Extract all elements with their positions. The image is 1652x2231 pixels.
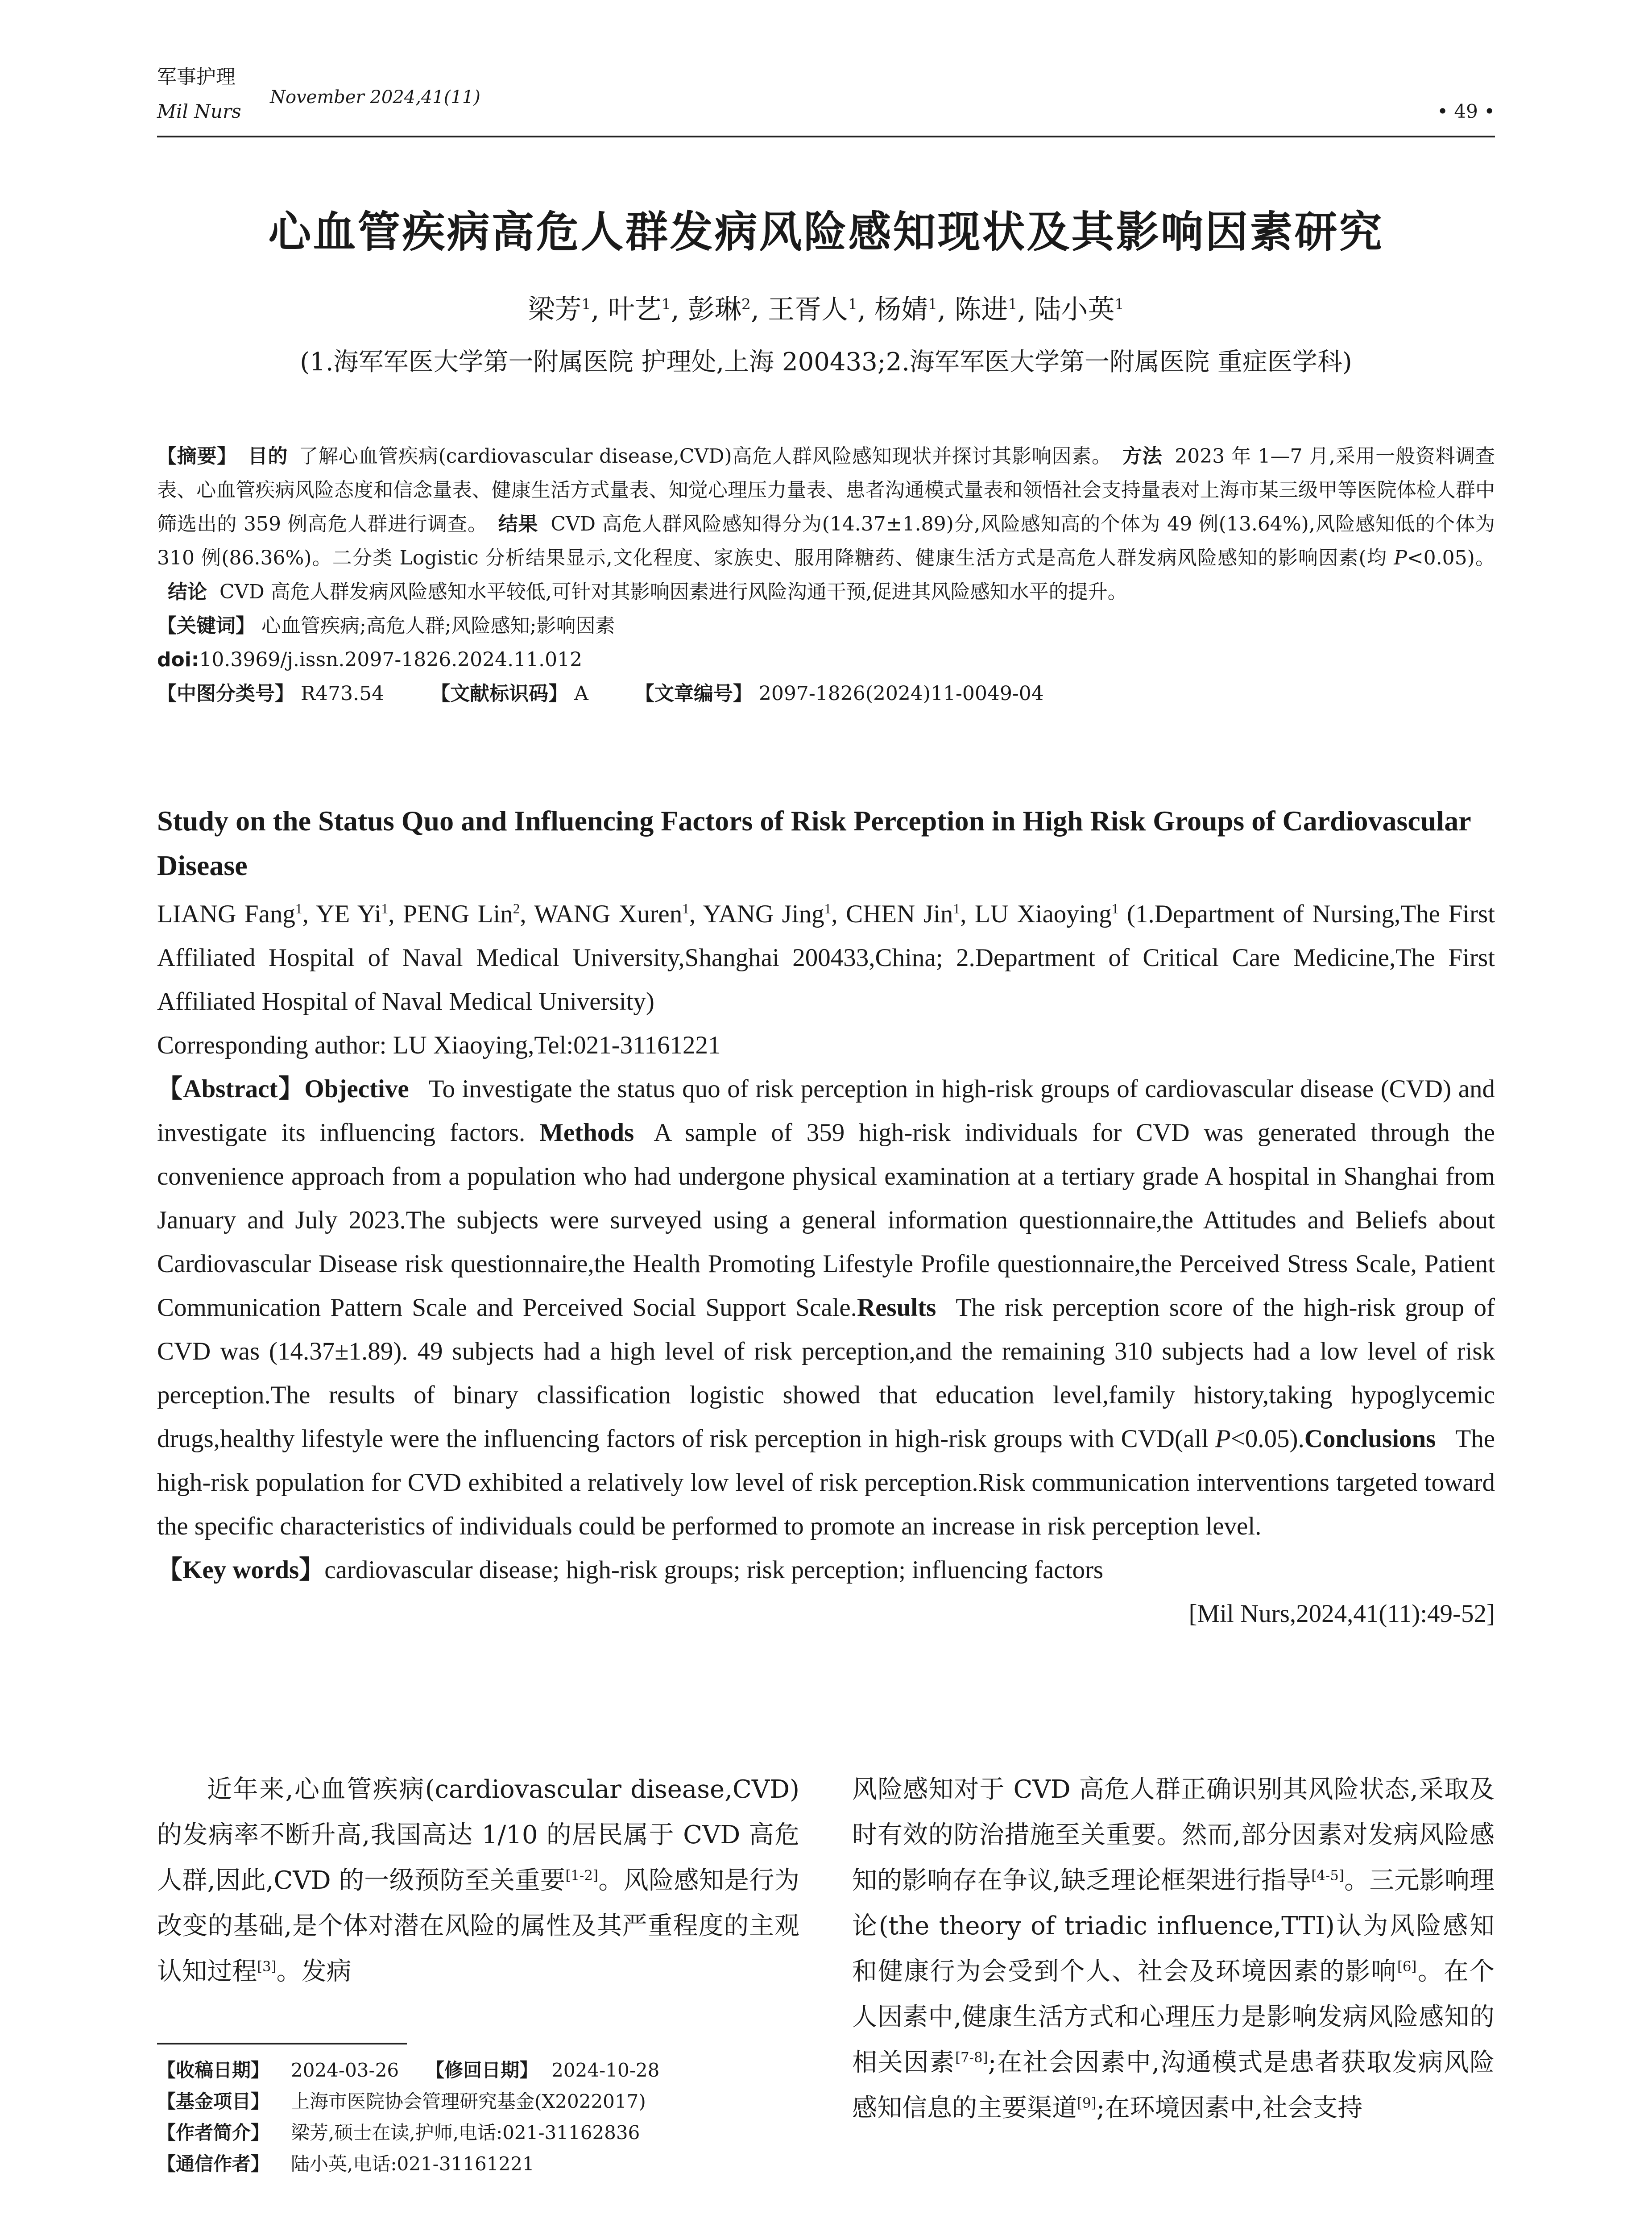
abstract-en-label: 【Abstract】 (157, 1075, 305, 1103)
keywords-label: 【关键词】 (157, 614, 255, 637)
keywords-en-label: 【Key words】 (157, 1556, 325, 1584)
objective-text: 了解心血管疾病(cardiovascular disease,CVD)高危人群风险感知现状并探讨其影响因素。 (298, 445, 1112, 468)
methods-label: 方法 (1122, 445, 1163, 468)
body-column-right (852, 1767, 1495, 2131)
header-rule (157, 136, 1495, 137)
article-title-cn: 心血管疾病高危人群发病风险感知现状及其影响因素研究 (268, 207, 1384, 257)
body-column-left (157, 1767, 799, 1995)
body-text: 。风险感知是行为改变的基础,是个体对潜在风险的属性及其严重程度的主观认知过程 (157, 1866, 800, 1986)
author-cn: 陆小英 (1034, 294, 1115, 325)
body-text: ;在环境因素中,社会支持 (1096, 2094, 1363, 2123)
body-text: ;在社会因素中,沟通模式是患者获取发病风险感知信息的主要渠道 (852, 2048, 1495, 2123)
revised-label: 【修回日期】 (426, 2059, 538, 2081)
author-bio-label: 【作者简介】 (157, 2122, 270, 2144)
objective-en-text: To investigate the status quo of risk perception in high-risk groups of cardiovascular disease (CVD) and investigate its influencing factors. (157, 1075, 1495, 1147)
author-cn: 杨婧 (874, 294, 928, 325)
citation-ref: [6] (1397, 1958, 1417, 1975)
article-title-en: Study on the Status Quo and Influencing Factors of Risk Perception in High Risk Groups of Cardiovascular Disease (157, 805, 1471, 881)
english-abstract (157, 799, 1495, 1636)
corr-author-line (157, 2148, 799, 2180)
abstract-cn-body (157, 440, 1495, 609)
body-text: 近年来,心血管疾病(cardiovascular disease,CVD)的发病率不断升高,我国高达 1/10 的居民属于 CVD 高危人群,因此,CVD 的一级预防至关重要 (157, 1775, 799, 1895)
doc-code-value: A (574, 682, 588, 705)
dates-line (157, 2055, 799, 2086)
citation-ref: [7-8] (955, 2049, 988, 2066)
conclusion-text: CVD 高危人群发病风险感知水平较低,可针对其影响因素进行风险沟通干预,促进其风险感知水平的提升。 (219, 581, 1127, 603)
methods-text: 2023 年 1—7 月,采用一般资料调查表、心血管疾病风险态度和信念量表、健康生活方式量表、知觉心理压力量表、患者沟通模式量表和领悟社会支持量表对上海市某三级甲等医院体检人群中筛选出的 359 例高危人群进行调查。 (157, 445, 1495, 535)
results-text: CVD 高危人群风险感知得分为(14.37±1.89)分,风险感知高的个体为 49 例(13.64%),风险感知低的个体为 310 例(86.36%)。二分类 Logistic 分析结果显示,文化程度、家族史、服用降糖药、健康生活方式是高危人群发病风险感知的影响因素(均 (157, 513, 1495, 569)
author-en: CHEN Jin (846, 900, 953, 928)
classification-line (157, 677, 1495, 711)
author-cn: 陈进 (954, 294, 1008, 325)
p-symbol-en: P (1215, 1425, 1231, 1453)
author-cn: 叶艺 (608, 294, 662, 325)
conclusion-label: 结论 (168, 581, 207, 603)
received-label: 【收稿日期】 (157, 2059, 270, 2081)
abstract-label: 【摘要】 (157, 445, 237, 468)
author-list-cn: 梁芳$^1$, 叶艺$^1$, 彭琳$^2$, 王胥人$^1$, 杨婧$^1$, 陈进$^1$, 陆小英$^1$ (528, 294, 1124, 325)
clc-label: 【中图分类号】 (157, 682, 294, 705)
article-no-label: 【文章编号】 (634, 682, 753, 705)
doi-line (157, 643, 1495, 677)
citation-ref: [1-2] (565, 1867, 598, 1884)
journal-name-en: Mil Nurs (157, 100, 241, 122)
author-cn: 梁芳 (528, 294, 582, 325)
body-paragraph (157, 1767, 799, 1995)
doi-label: doi: (157, 648, 199, 671)
journal-name-cn: 军事护理 (157, 66, 236, 88)
author-en: LU Xiaoying (974, 900, 1112, 928)
author-cn: 彭琳 (687, 294, 741, 325)
body-paragraph (852, 1767, 1495, 2131)
conclusions-en-text: The high-risk population for CVD exhibited a relatively low level of risk perception.Risk communication interventions targeted toward the specific characteristics of individuals could be performed to promote an increase in risk perception level. (157, 1425, 1495, 1540)
citation-line: [Mil Nurs,2024,41(11):49-52] (1188, 1600, 1495, 1628)
fund-text: 上海市医院协会管理研究基金(X2022017) (291, 2090, 646, 2112)
author-cn: 王胥人 (768, 294, 848, 325)
objective-en-label: Objective (304, 1075, 409, 1103)
p-symbol: P (1394, 547, 1407, 569)
author-en: PENG Lin (403, 900, 513, 928)
body-text: 。三元影响理论(the theory of triadic influence,TTI)认为风险感知和健康行为会受到个人、社会及环境因素的影响 (852, 1866, 1495, 1986)
page-number: • 49 • (1437, 100, 1495, 122)
author-en: YANG Jing (703, 900, 824, 928)
affiliation-en: (1.Department of Nursing,The First Affiliated Hospital of Naval Medical University,Shanghai 200433,China; 2.Department of Critical Care Medicine,The First Affiliated Hospital of Naval Medical University) (157, 900, 1495, 1016)
clc-value: R473.54 (301, 682, 385, 705)
author-bio-text: 梁芳,硕士在读,护师,电话:021-31162836 (291, 2122, 640, 2144)
keywords-text: 心血管疾病;高危人群;风险感知;影响因素 (261, 614, 615, 637)
author-en: WANG Xuren (534, 900, 683, 928)
results-text-end: <0.05)。 (1407, 547, 1495, 569)
citation-ref: [4-5] (1311, 1867, 1344, 1884)
corr-author-label: 【通信作者】 (157, 2153, 270, 2175)
footnote-rule (157, 2043, 407, 2044)
results-en-label: Results (857, 1294, 936, 1322)
keywords-en (157, 1548, 1495, 1592)
fund-label: 【基金项目】 (157, 2090, 270, 2112)
revised-date: 2024-10-28 (551, 2059, 660, 2081)
methods-en-text: A sample of 359 high-risk individuals for CVD was generated through the convenience approach from a population who had undergone physical examination at a tertiary grade A hospital in Shanghai from January and July 2023.The subjects were surveyed using a general information questionnaire,the Attitudes and Beliefs about Cardiovascular Disease risk questionnaire,the Health Promoting Lifestyle Profile questionnaire,the Perceived Stress Scale, Patient Communication Pattern Scale and Perceived Social Support Scale. (157, 1119, 1495, 1322)
results-en-text: The risk perception score of the high-risk group of CVD was (14.37±1.89). 49 subjects had a high level of risk perception,and the remaining 310 subjects had a low level of risk perception.The results of binary classification logistic showed that education level,family history,taking hypoglycemic drugs,healthy lifestyle were the influencing factors of risk perception in high-risk groups with CVD(all (157, 1294, 1495, 1453)
doc-code-label: 【文献标识码】 (431, 682, 568, 705)
body-text: 。发病 (276, 1957, 352, 1986)
corr-author-text: 陆小英,电话:021-31161221 (291, 2153, 534, 2175)
methods-en-label: Methods (539, 1119, 634, 1147)
objective-label: 目的 (248, 445, 288, 468)
results-en-text-end: <0.05). (1230, 1425, 1304, 1453)
doi-value: 10.3969/j.issn.2097-1826.2024.11.012 (199, 648, 583, 671)
results-label: 结果 (498, 513, 538, 535)
abstract-en-body (157, 1067, 1495, 1548)
body-text: 风险感知对于 CVD 高危人群正确识别其风险状态,采取及时有效的防治措施至关重要。然而,部分因素对发病风险感知的影响存在争议,缺乏理论框架进行指导 (852, 1775, 1495, 1895)
corresponding-author-en: Corresponding author: LU Xiaoying,Tel:021-31161221 (157, 1031, 721, 1059)
author-en: LIANG Fang (157, 900, 295, 928)
issue-info: November 2024,41(11) (270, 87, 480, 108)
citation-ref: [3] (257, 1958, 277, 1975)
keywords-cn (157, 609, 1495, 643)
keywords-en-text: cardiovascular disease; high-risk groups; risk perception; influencing factors (324, 1556, 1104, 1584)
affiliation-cn: (1.海军军医大学第一附属医院 护理处,上海 200433;2.海军军医大学第一附属医院 重症医学科) (300, 348, 1352, 377)
fund-line (157, 2086, 799, 2117)
citation-ref: [9] (1077, 2095, 1097, 2111)
footnotes (157, 2055, 799, 2180)
received-date: 2024-03-26 (291, 2059, 399, 2081)
body-text: 。在个人因素中,健康生活方式和心理压力是影响发病风险感知的相关因素 (852, 1957, 1495, 2077)
conclusions-en-label: Conclusions (1304, 1425, 1436, 1453)
author-bio-line (157, 2117, 799, 2148)
abstract-cn (157, 440, 1495, 711)
article-no-value: 2097-1826(2024)11-0049-04 (758, 682, 1044, 705)
author-en: YE Yi (316, 900, 381, 928)
author-list-en: LIANG Fang$^1$, YE Yi$^1$, PENG Lin$^2$, WANG Xuren$^1$, YANG Jing$^1$, CHEN Jin$^1$, LU Xiaoying$^1$ (1.Department of Nursing,The First Affiliated Hospital of Naval Medical University,Shanghai 200433,China; 2.Department of Critical Care Medicine,The First Affiliated Hospital of Naval Medical University) (157, 900, 1495, 1016)
